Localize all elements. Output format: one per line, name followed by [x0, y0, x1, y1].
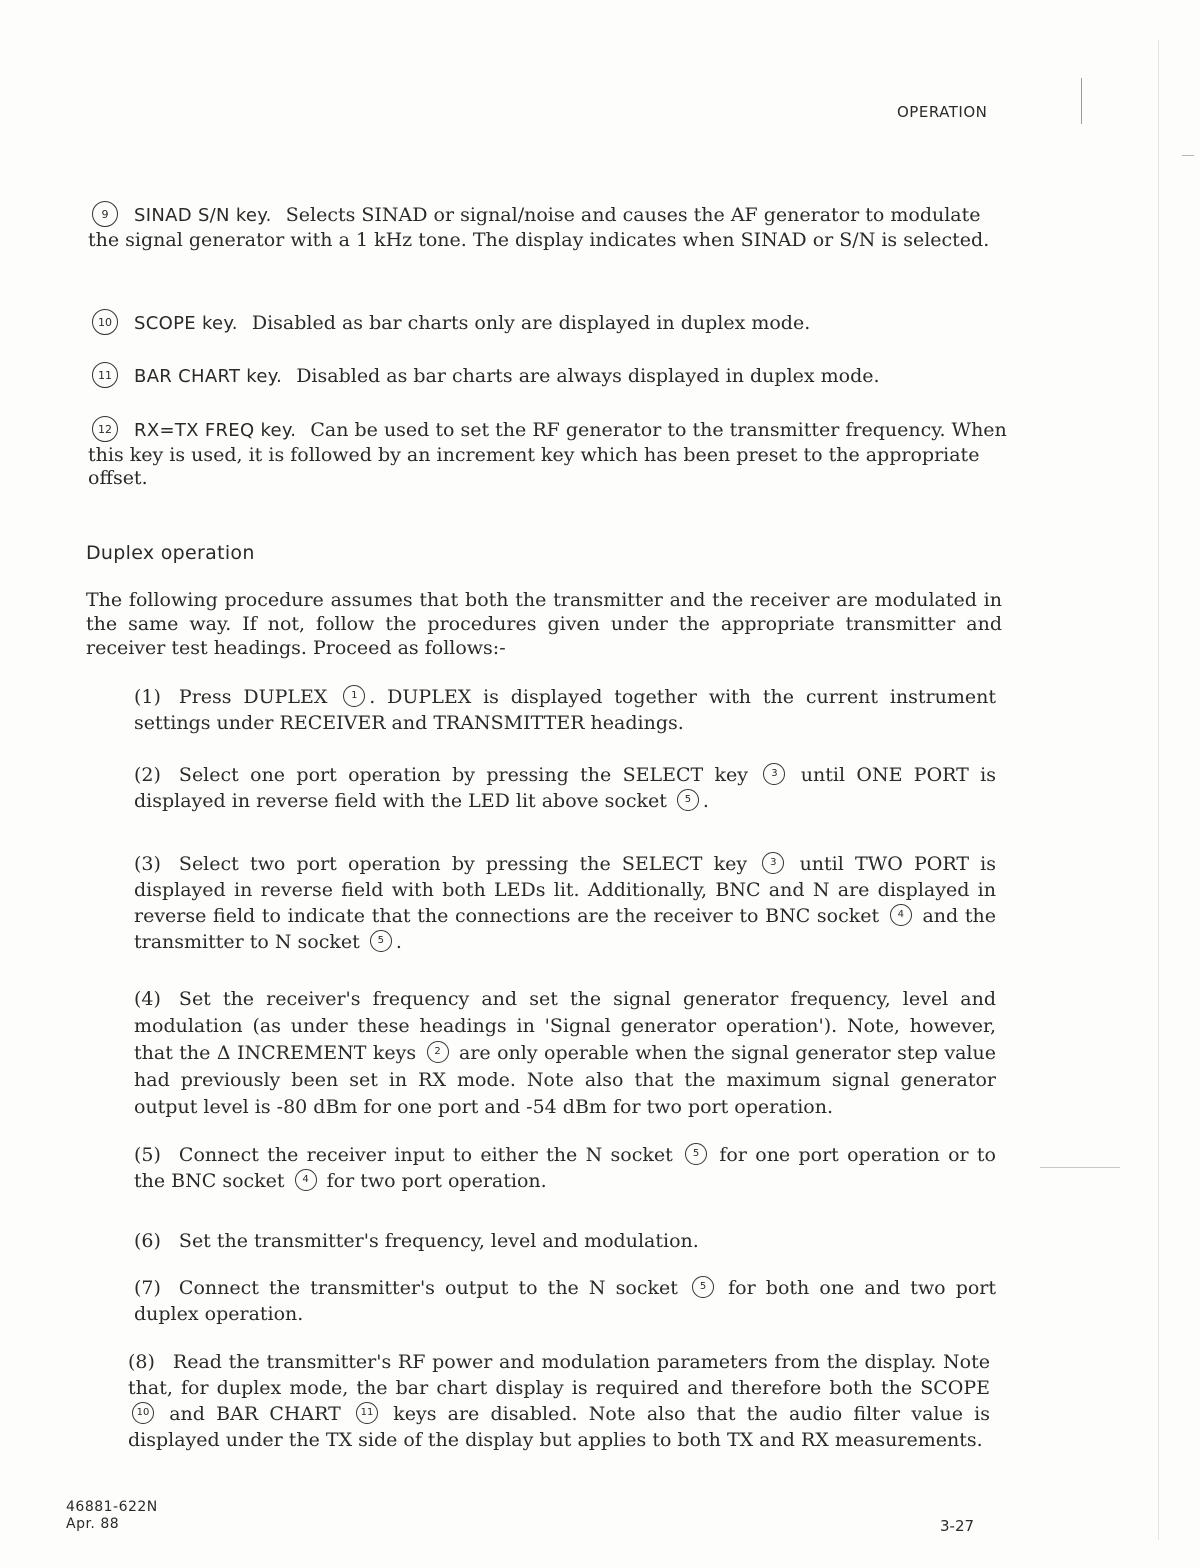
procedure-step	[134, 684, 996, 736]
key-description: Disabled as bar charts only are displayed in duplex mode.	[251, 312, 811, 334]
step-text: are only operable when the signal generator step value had previously been set in RX mode. Note also that the maximum signal generator output level is -80 dBm for one port and -54 dBm for two port operation.	[134, 1042, 996, 1118]
step-text: Press DUPLEX	[178, 686, 328, 708]
page-number: 3-27	[940, 1517, 975, 1535]
callout-number: 3	[763, 763, 785, 785]
key-name: RX=TX FREQ key.	[134, 420, 297, 441]
key-description: Selects SINAD or signal/noise and causes the AF generator to modulate the signal generator with a 1 kHz tone. The display indicates when SINAD or S/N is selected.	[88, 204, 990, 251]
procedure-step	[134, 762, 996, 814]
key-description: Disabled as bar charts are always displayed in duplex mode.	[296, 365, 880, 387]
document-number: 46881-622N	[66, 1499, 158, 1515]
step-text: until ONE PORT is displayed in reverse field with the LED lit above socket	[134, 764, 996, 812]
step-text: and the transmitter to N socket	[134, 905, 996, 953]
step-number: (2)	[134, 764, 161, 786]
step-number: (1)	[134, 686, 161, 708]
callout-number: 5	[677, 789, 699, 811]
step-text: until TWO PORT is displayed in reverse field with both LEDs lit. Additionally, BNC and N are displayed in reverse field to indicate that the connections are the receiver to BNC socket	[134, 853, 997, 927]
scan-margin-line	[1158, 40, 1159, 1540]
section-title: OPERATION	[897, 103, 988, 121]
procedure-step	[134, 986, 996, 1121]
step-text: Connect the receiver input to either the N socket	[178, 1144, 673, 1166]
callout-number: 9	[92, 201, 118, 227]
step-number: (8)	[128, 1351, 155, 1373]
key-description: Can be used to set the RF generator to the transmitter frequency. When this key is used, it is followed by an increment key which has been preset to the appropriate offset.	[88, 419, 1007, 489]
procedure-step	[134, 1142, 996, 1194]
key-name: SCOPE key.	[134, 313, 238, 334]
step-number: (7)	[134, 1277, 161, 1299]
scan-mark	[1040, 1167, 1120, 1168]
callout-number: 5	[692, 1276, 714, 1298]
callout-number: 2	[427, 1041, 449, 1063]
key-name: SINAD S/N key.	[134, 205, 272, 226]
step-text: for one port operation or to the BNC socket	[134, 1144, 996, 1192]
key-item-10	[88, 311, 1013, 337]
step-text: Set the transmitter's frequency, level and modulation.	[178, 1230, 699, 1252]
callout-number: 4	[295, 1169, 317, 1191]
callout-number: 11	[356, 1402, 378, 1424]
step-number: (3)	[134, 853, 161, 875]
key-name: BAR CHART key.	[134, 366, 283, 387]
callout-number: 3	[762, 852, 784, 874]
margin-rule	[1081, 78, 1082, 124]
section-heading: Duplex operation	[86, 542, 255, 564]
callout-number: 12	[92, 416, 118, 442]
step-number: (4)	[134, 988, 161, 1010]
step-text: .	[395, 931, 402, 953]
callout-number: 10	[92, 309, 118, 335]
callout-number: 1	[343, 685, 365, 707]
key-item-9	[88, 203, 1013, 252]
step-text: Read the transmitter's RF power and modulation parameters from the display. Note that, for duplex mode, the bar chart display is required and therefore both the SCOPE	[128, 1351, 990, 1399]
step-number: (6)	[134, 1230, 161, 1252]
intro-paragraph: The following procedure assumes that both the transmitter and the receiver are modulated in the same way. If not, follow the procedures given under the appropriate transmitter and receiver test headings. Proceed as follows:-	[86, 589, 1002, 659]
step-text: keys are disabled. Note also that the audio filter value is displayed under the TX side of the display but applies to both TX and RX measurements.	[128, 1403, 990, 1451]
step-text: .	[702, 790, 709, 812]
procedure-step	[134, 1228, 996, 1254]
step-text: Set the receiver's frequency and set the signal generator frequency, level and modulation (as under these headings in 'Signal generator operation'). Note, however, that the Δ INCREMENT keys	[134, 988, 996, 1064]
callout-number: 4	[890, 904, 912, 926]
callout-number: 10	[132, 1402, 154, 1424]
step-text: Select one port operation by pressing the SELECT key	[178, 764, 749, 786]
procedure-step	[134, 851, 996, 955]
key-item-11	[88, 364, 1013, 390]
callout-number: 5	[685, 1143, 707, 1165]
footer-doc-info	[66, 1499, 158, 1533]
step-text: and BAR CHART	[169, 1403, 341, 1425]
step-text: Connect the transmitter's output to the N socket	[178, 1277, 678, 1299]
document-date: Apr. 88	[66, 1516, 120, 1532]
callout-number: 11	[92, 362, 118, 388]
step-text: for two port operation.	[326, 1170, 547, 1192]
procedure-step	[128, 1349, 990, 1453]
key-item-12	[88, 418, 1013, 490]
step-number: (5)	[134, 1144, 161, 1166]
callout-number: 5	[370, 930, 392, 952]
step-text: . DUPLEX is displayed together with the current instrument settings under RECEIVER and TRANSMITTER headings.	[134, 686, 997, 734]
step-text: Select two port operation by pressing the SELECT key	[178, 853, 748, 875]
step-text: for both one and two port duplex operation.	[134, 1277, 997, 1325]
procedure-step	[134, 1275, 996, 1327]
scan-mark	[1182, 155, 1194, 156]
